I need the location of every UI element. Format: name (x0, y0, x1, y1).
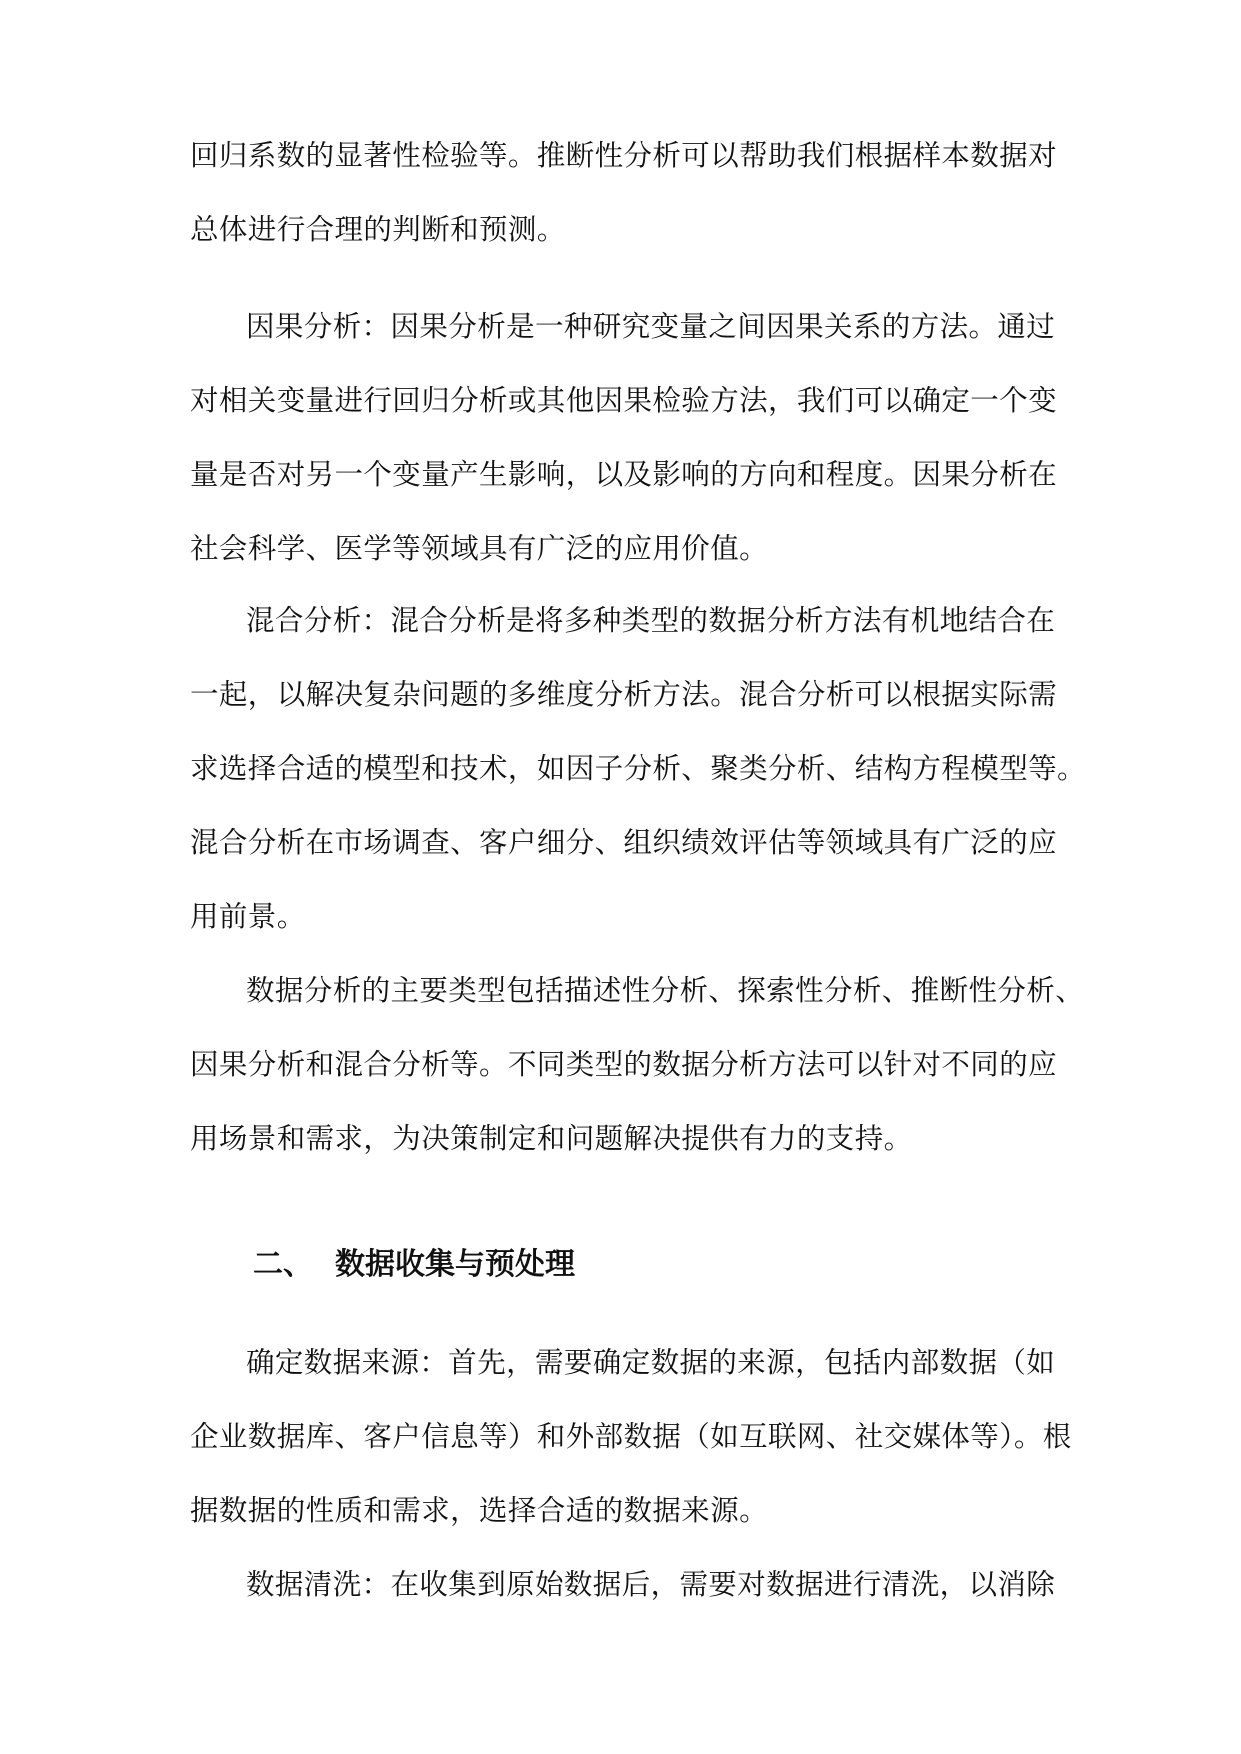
paragraph-line: 企业数据库、客户信息等）和外部数据（如互联网、社交媒体等）。根 (190, 1420, 1072, 1453)
paragraph-line: 用前景。 (190, 900, 306, 933)
paragraph-line: 量是否对另一个变量产生影响，以及影响的方向和程度。因果分析在 (190, 458, 1058, 491)
paragraph-line: 因果分析：因果分析是一种研究变量之间因果关系的方法。通过 (246, 310, 1056, 343)
section-number: 二、 (253, 1247, 313, 1282)
paragraph-line: 总体进行合理的判断和预测。 (190, 213, 566, 246)
paragraph-line: 一起，以解决复杂问题的多维度分析方法。混合分析可以根据实际需 (190, 678, 1058, 711)
paragraph-line: 据数据的性质和需求，选择合适的数据来源。 (190, 1494, 769, 1527)
paragraph-line: 数据清洗：在收集到原始数据后，需要对数据进行清洗，以消除 (246, 1568, 1056, 1601)
paragraph-line: 求选择合适的模型和技术，如因子分析、聚类分析、结构方程模型等。 (190, 752, 1086, 785)
paragraph-line: 数据分析的主要类型包括描述性分析、探索性分析、推断性分析、 (246, 974, 1085, 1007)
section-title: 数据收集与预处理 (335, 1247, 575, 1282)
paragraph-line: 混合分析：混合分析是将多种类型的数据分析方法有机地结合在 (246, 604, 1056, 637)
paragraph-line: 对相关变量进行回归分析或其他因果检验方法，我们可以确定一个变 (190, 384, 1058, 417)
paragraph-line: 用场景和需求，为决策制定和问题解决提供有力的支持。 (190, 1122, 913, 1155)
section-heading (253, 1245, 575, 1285)
paragraph-line: 确定数据来源：首先，需要确定数据的来源，包括内部数据（如 (246, 1346, 1056, 1379)
paragraph-line: 社会科学、医学等领域具有广泛的应用价值。 (190, 532, 769, 565)
paragraph-line: 混合分析在市场调查、客户细分、组织绩效评估等领域具有广泛的应 (190, 826, 1058, 859)
paragraph-line: 因果分析和混合分析等。不同类型的数据分析方法可以针对不同的应 (190, 1048, 1058, 1081)
paragraph-line: 回归系数的显著性检验等。推断性分析可以帮助我们根据样本数据对 (190, 139, 1058, 172)
